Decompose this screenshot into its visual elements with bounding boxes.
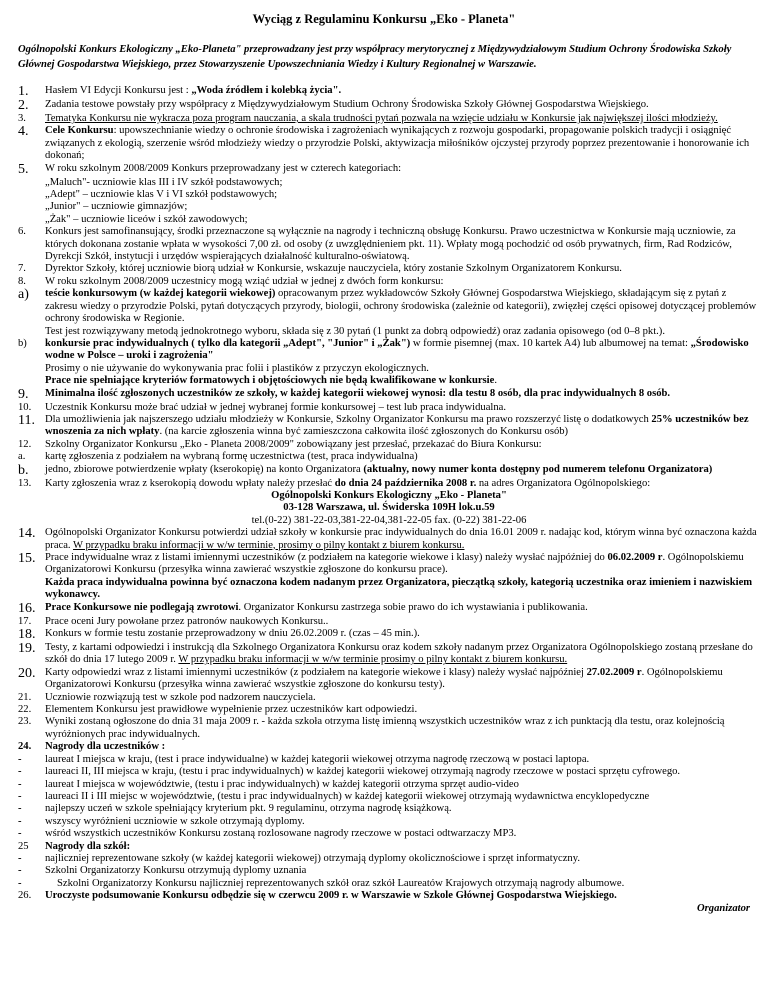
list-item: a. kartę zgłoszenia z podziałem na wybraną formę uczestnictwa (test, praca indywidualna) — [18, 451, 418, 463]
list-item: b. jedno, zbiorowe potwierdzenie wpłaty (kserokopię) na konto Organizatora (aktualny, nowy numer konta dostępny pod numerem telefonu Organizatora) — [18, 462, 713, 478]
list-item: 24. Nagrody dla uczestników : — [18, 741, 166, 753]
list-item: 5. W roku szkolnym 2008/2009 Konkurs przeprowadzany jest w czterech kategoriach: — [18, 161, 402, 177]
address-line: Ogólnopolski Konkurs Ekologiczny „Eko - Planeta" — [271, 489, 507, 501]
phone-line: tel.(0-22) 381-22-03,381-22-04,381-22-05 fax. (0-22) 381-22-06 — [251, 514, 527, 526]
list-item: 19. Testy, z kartami odpowiedzi i instrukcją dla Szkolnego Organizatora Konkursu oraz kodem szkoły nadanym przez Organizatora Ogólnopolskiego zostaną przesłane do szkół do dnia 17 lutego 2009 r. W przypadku braku informacji w w/w terminie prosimy o pilny kontakt z biurem konkursu. — [18, 641, 753, 666]
list-item: 1. Hasłem VI Edycji Konkursu jest : „Woda źródłem i kolebką życia". — [18, 84, 342, 99]
prize-item: - laureaci II, III miejsca w kraju, (testu i prac indywidualnych) w każdej kategorii wiekowej otrzymają nagrody rzeczowe w postaci sprzętu cyfrowego. — [18, 766, 681, 778]
prize-item: - laureat I miejsca w województwie, (testu i prac indywidualnych) w każdej kategorii otrzyma sprzęt audio-video — [18, 778, 519, 790]
list-item: 15. Prace indywidualne wraz z listami imiennymi uczestników (z podziałem na kategorie wiekowe i klasy) należy wysłać najpóźniej do 06.02.2009 r. Ogólnopolskiemu Organizatorowi Konkursu (przesyłka winna zawierać wszystkie zgłoszone do konkursu prace). Każda praca indywidualna powinna być oznaczona kodem nadanym przez Organizatora, pieczątką szkoły, kategorią uczestnika oraz imieniem i nazwiskiem wykonawcy. — [18, 551, 753, 601]
prize-item: - laureaci II i III miejsc w województwie, (testu i prac indywidualnych) w każdej kategorii wiekowej otrzymają wydawnictwa encyklopedyczne — [18, 790, 650, 802]
prize-item: - najlepszy uczeń w szkole spełniający kryterium pkt. 9 regulaminu, otrzyma nagrodę książkową. — [18, 803, 452, 815]
list-item: 3. Tematyka Konkursu nie wykracza poza program nauczania, a skala trudności pytań pozwala na wzięcie udziału w Konkursie jak największej ilości młodzieży. — [18, 113, 718, 124]
prize-item: - wszyscy wyróżnieni uczniowie w szkole otrzymają dyplomy. — [18, 815, 305, 827]
list-item: 21. Uczniowie rozwiązują test w szkole pod nadzorem nauczyciela. — [18, 691, 316, 703]
list-item: a) teście konkursowym (w każdej kategorii wiekowej) opracowanym przez wykładowców Szkoły Głównej Gospodarstwa Wiejskiego, składającym się z pytań z zakresu wiedzy o przyrodzie Polski, pytań dotyczących przyrody, biologii, ochrony środowiska (zależnie od kategorii), zwięzłej części opisowej dotyczącej problemów ochrony środowiska w Regionie. Test jest rozwiązywany metodą jednokrotnego wyboru, składa się z 30 pytań (1 punkt za dobrą odpowiedź) oraz zadania opisowego (od 0–8 pkt.). — [18, 287, 757, 337]
prize-item: - najliczniej reprezentowane szkoły (w każdej kategorii wiekowej) otrzymają dyplomy okolicznościowe i sprzęt informatyczny. — [18, 852, 580, 864]
list-item: 6. Konkurs jest samofinansujący, środki przeznaczone są wyłącznie na nagrody i techniczną obsługę Konkursu. Prawo uczestnictwa w Konkursie mają uczniowie, za których dokonana zostanie wpłata w wysokości 7,00 zł. od osoby (z uwzględnieniem pkt. 11). Wpłaty mogą pochodzić od osób prywatnych, firm, Rad Rodziców, Dyrekcji Szkół, instytucji i urzędów wspierających działalność kulturalno-oświatową. — [18, 226, 736, 263]
list-item: 9. Minimalna ilość zgłoszonych uczestników ze szkoły, w każdej kategorii wiekowej wynosi: dla testu 8 osób, dla prac indywidualnych 8 osób. — [18, 386, 671, 402]
category-item: „Junior" – uczniowie gimnazjów; — [45, 201, 188, 213]
address-line: 03-128 Warszawa, ul. Świderska 109H lok.u.59 — [283, 502, 495, 514]
list-item: 12. Szkolny Organizator Konkursu „Eko - Planeta 2008/2009" zobowiązany jest przesłać, przekazać do Biura Konkursu: — [18, 438, 542, 450]
list-item: 22. Elementem Konkursu jest prawidłowe wypełnienie przez uczestników kart odpowiedzi. — [18, 704, 418, 716]
list-item: 14. Ogólnopolski Organizator Konkursu potwierdzi udział szkoły w konkursie prac indywidualnych do dnia 16.01 2009 r. nadając kod, którym winna być oznaczona każda praca. W przypadku braku informacji w w/w terminie, prosimy o pilny kontakt z biurem konkursu. — [18, 526, 757, 551]
list-item: 17. Prace oceni Jury powołane przez patronów naukowych Konkursu.. — [18, 615, 329, 627]
list-item: 16. Prace Konkursowe nie podlegają zwrotowi. Organizator Konkursu zastrzega sobie prawo do ich wystawiania i publikowania. — [18, 600, 588, 616]
list-item: 23. Wyniki zostaną ogłoszone do dnia 31 maja 2009 r. - każda szkoła otrzyma listę imienną wszystkich uczestników wraz z ich punktacją dla testu, oraz kolejnością wyróżnionych prac indywidualnych. — [18, 716, 725, 740]
list-item: 11. Dla umożliwienia jak najszerszego udziału młodzieży w Konkursie, Szkolny Organizator Konkursu ma prawo rozszerzyć listę o dodatkowych 25% uczestników bez wnoszenia za nich wpłaty. (na karcie zgłoszenia winna być zamieszczona całkowita ilość zgłoszonych do Konkursu osób) — [18, 412, 749, 438]
intro-paragraph: Ogólnopolski Konkurs Ekologiczny „Eko-Planeta" przeprowadzany jest przy współpracy merytorycznej z Międzywydziałowym Studium Ochrony Środowiska Szkoły Głównej Gospodarstwa Wiejskiego, przez Stowarzyszenie Upowszechniania Wiedzy i Kultury Regionalnej w Warszawie. — [18, 44, 732, 70]
list-item: 2. Zadania testowe powstały przy współpracy z Międzywydziałowym Studium Ochrony Środowiska Szkoły Głównej Gospodarstwa Wiejskiego. — [18, 98, 649, 113]
list-item: 10. Uczestnik Konkursu może brać udział w jednej wybranej formie konkursowej – test lub praca indywidualna. — [18, 401, 506, 413]
signature: Organizator — [697, 902, 750, 914]
list-item: b) konkursie prac indywidualnych ( tylko dla kategorii „Adept", "Junior" i „Żak") w formie pisemnej (max. 10 kartek A4) lub albumowej na temat: „Środowisko wodne w Polsce – uroki i zagrożenia" Prosimy o nie używanie do wykonywania prac folii i plastików z przyczyn ekologicznych. Prace nie spełniające kryteriów formatowych i objętościowych nie będą kwalifikowane w konkursie. — [18, 337, 749, 387]
prize-item: - Szkolni Organizatorzy Konkursu otrzymują dyplomy uznania — [18, 865, 307, 877]
category-item: „Maluch"- uczniowie klas III i IV szkół podstawowych; — [45, 176, 283, 188]
category-item: „Żak" – uczniowie liceów i szkół zawodowych; — [45, 213, 248, 225]
list-item: 4. Cele Konkursu: upowszechnianie wiedzy o ochronie środowiska i zagrożeniach wynikających z rozwoju gospodarki, propagowanie polskich tradycji i osiągnięć związanych z ekologią, szerzenie wśród młodzieży wiedzy o przyrodzie Polski, aktywizacja miłośników ojczystej przyrody poprzez prezentowanie i honorowanie ich dokonań; — [18, 124, 750, 162]
list-item: 7. Dyrektor Szkoły, której uczniowie biorą udział w Konkursie, wskazuje nauczyciela, który zostanie Szkolnym Organizatorem Konkursu. — [18, 263, 622, 275]
list-item: 20. Karty odpowiedzi wraz z listami imiennymi uczestników (z podziałem na kategorie wiekowe i klasy) należy wysłać najpóźniej 27.02.2009 r. Ogólnopolskiemu Organizatorowi Konkursu (przesyłka winna zawierać wszystkie zgłoszone do konkursu testy). — [18, 665, 723, 691]
list-item: 18. Konkurs w formie testu zostanie przeprowadzony w dniu 26.02.2009 r. (czas – 45 min.). — [18, 627, 420, 643]
prize-item: - Szkolni Organizatorzy Konkursu najliczniej reprezentowanych szkół oraz szkół Laureatów Krajowych otrzymają nagrody albumowe. — [18, 877, 625, 889]
prize-item: - wśród wszystkich uczestników Konkursu zostaną rozlosowane nagrody rzeczowe w postaci odtwarzaczy MP3. — [18, 828, 517, 840]
list-item: 13. Karty zgłoszenia wraz z kserokopią dowodu wpłaty należy przesłać do dnia 24 października 2008 r. na adres Organizatora Ogólnopolskiego: — [18, 477, 651, 489]
prize-item: - laureat I miejsca w kraju, (test i prace indywidualne) w każdej kategorii wiekowej otrzyma nagrodę rzeczową w postaci laptopa. — [18, 753, 590, 765]
category-item: „Adept" – uczniowie klas V i VI szkół podstawowych; — [45, 189, 278, 201]
document-title: Wyciąg z Regulaminu Konkursu „Eko - Planeta" — [252, 12, 516, 26]
list-item: 25 Nagrody dla szkół: — [18, 840, 131, 852]
list-item: 8. W roku szkolnym 2008/2009 uczestnicy mogą wziąć udział w jednej z dwóch form konkursu: — [18, 275, 444, 287]
list-item: 26. Uroczyste podsumowanie Konkursu odbędzie się w czerwcu 2009 r. w Warszawie w Szkole Głównej Gospodarstwa Wiejskiego. — [18, 890, 617, 902]
rules-list — [18, 85, 760, 915]
